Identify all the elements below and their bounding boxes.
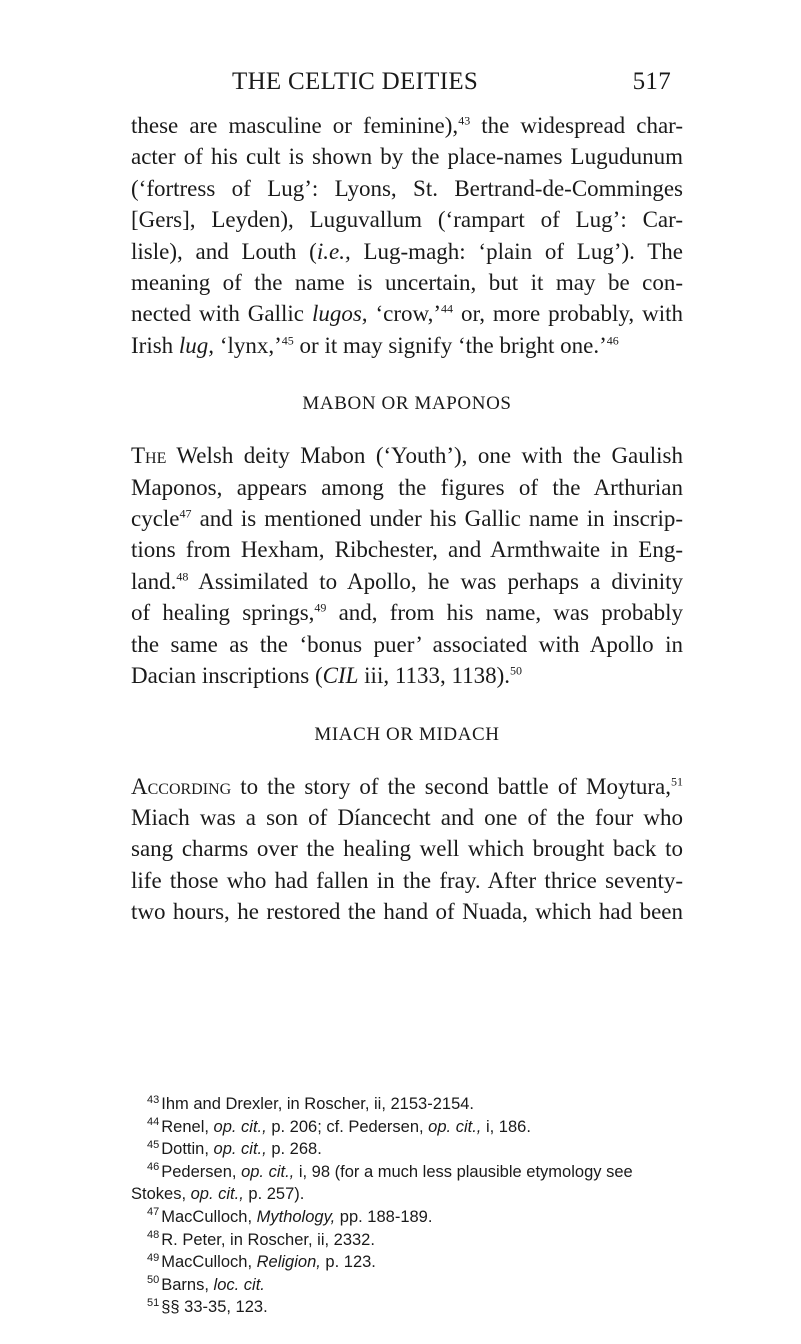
footnote-47: $^{47}$ MacCulloch, Mythology, pp. 188-189.: [147, 1206, 433, 1226]
paragraph-lug-continuation: [131, 110, 683, 361]
footnote-45: $^{45}$ Dottin, op. cit., p. 268.: [147, 1138, 322, 1159]
footnote-46-continuation: Stokes, op. cit., p. 257).: [131, 1185, 305, 1204]
text-line: Miach was a son of Díancecht and one of the four who: [131, 804, 683, 830]
text-line: Dacian inscriptions (CIL iii, 1133, 1138).$^{50}$: [131, 663, 523, 689]
text-line: acter of his cult is shown by the place-names Lugudunum: [131, 144, 683, 170]
text-line: (‘fortress of Lug’: Lyons, St. Bertrand-de-Comminges: [131, 175, 683, 201]
footnote-48: $^{48}$ R. Peter, in Roscher, ii, 2332.: [147, 1229, 375, 1249]
footnote-50: $^{50}$ Barns, loc. cit.: [147, 1274, 265, 1294]
footnote-51: $^{51}$ §§ 33-35, 123.: [147, 1296, 268, 1317]
text-line: The Welsh deity Mabon (‘Youth’), one with the Gaulish: [131, 443, 683, 469]
footnote-ref-47[interactable]: 47: [179, 506, 192, 521]
footnote-46: $^{46}$ Pedersen, op. cit., i, 98 (for a much less plausible etymology see: [147, 1161, 633, 1181]
text-line: Irish lug, ‘lynx,’$^{45}$ or it may signify ‘the bright one.’$^{46}$: [131, 332, 619, 358]
text-line: According to the story of the second battle of Moytura,$^{51}$: [131, 773, 683, 799]
page-number: 517: [632, 68, 671, 95]
text-line: Maponos, appears among the figures of the Arthurian: [131, 474, 683, 500]
footnote-44: $^{44}$ Renel, op. cit., p. 206; cf. Pedersen, op. cit., i, 186.: [147, 1116, 531, 1136]
text-line: life those who had fallen in the fray. After thrice seventy-: [131, 867, 683, 893]
text-line: sang charms over the healing well which brought back to: [131, 836, 683, 862]
text-line: land.$^{48}$ Assimilated to Apollo, he was perhaps a divinity: [131, 568, 683, 594]
running-title: THE CELTIC DEITIES: [232, 68, 479, 95]
footnote-ref-50[interactable]: 50: [510, 663, 523, 678]
footnote-ref-51[interactable]: 51: [671, 773, 683, 788]
paragraph-miach: [131, 771, 683, 928]
text-line: nected with Gallic lugos, ‘crow,’$^{44}$ or, more probably, with: [131, 301, 683, 327]
footnotes: [131, 1093, 683, 1319]
footnote-ref-44[interactable]: 44: [441, 301, 454, 316]
text-line: cycle$^{47}$ and is mentioned under his Gallic name in inscrip-: [131, 506, 683, 532]
footnote-ref-46[interactable]: 46: [606, 333, 619, 348]
text-line: lisle), and Louth (i.e., Lug-magh: ‘plain of Lug’). The: [131, 238, 683, 264]
text-line: meaning of the name is uncertain, but it may be con-: [131, 270, 683, 296]
text-line: two hours, he restored the hand of Nuada, which had been: [131, 899, 683, 925]
footnote-43: $^{43}$ Ihm and Drexler, in Roscher, ii, 2153-2154.: [147, 1093, 475, 1113]
text-line: tions from Hexham, Ribchester, and Armthwaite in Eng-: [131, 537, 683, 563]
text-line: the same as the ‘bonus puer’ associated with Apollo in: [131, 631, 683, 657]
section-heading-mabon: MABON OR MAPONOS: [302, 393, 512, 415]
footnote-ref-48[interactable]: 48: [176, 569, 189, 584]
paragraph-mabon: [131, 440, 683, 691]
text-line: [Gers], Leyden), Luguvallum (‘rampart of Lug’: Car-: [131, 207, 683, 233]
main-text: [131, 110, 683, 928]
footnote-49: $^{49}$ MacCulloch, Religion, p. 123.: [147, 1251, 376, 1272]
footnote-ref-45[interactable]: 45: [281, 333, 294, 348]
text-line: of healing springs,$^{49}$ and, from his name, was probably: [131, 600, 684, 626]
text-line: these are masculine or feminine),$^{43}$ the widespread char-: [131, 113, 684, 138]
footnote-ref-49[interactable]: 49: [314, 600, 327, 615]
section-heading-miach: MIACH OR MIDACH: [314, 723, 500, 745]
footnote-ref-43[interactable]: 43: [458, 113, 471, 128]
